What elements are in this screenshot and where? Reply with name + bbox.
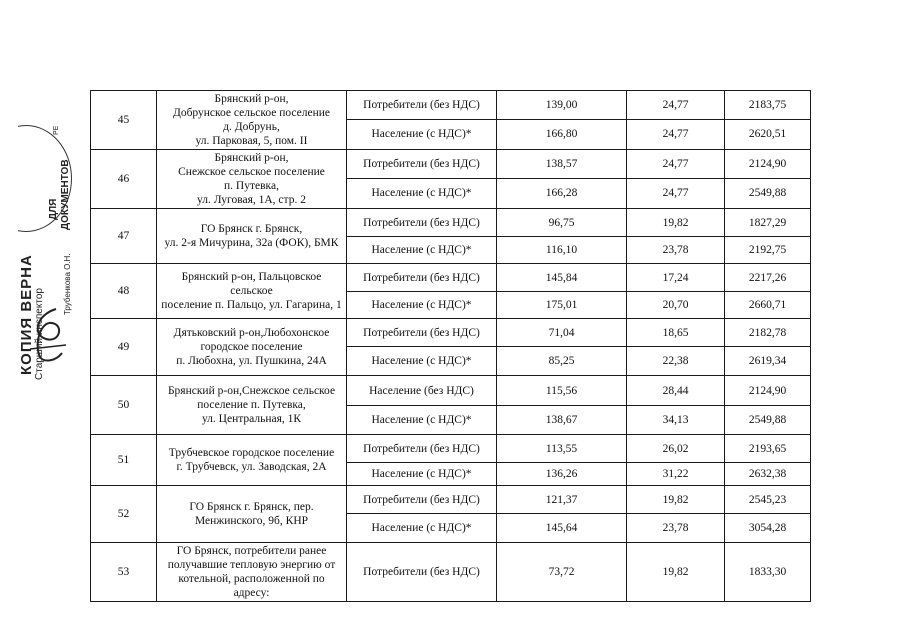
category-cell: Население (без НДС) bbox=[347, 376, 497, 406]
rate-cell: 19,82 bbox=[627, 209, 725, 237]
stamp-name-text: Трубенкова О.Н. bbox=[63, 253, 72, 315]
tariff-cell: 145,84 bbox=[497, 264, 627, 292]
row-number-cell: 45 bbox=[91, 91, 157, 150]
row-number-cell: 49 bbox=[91, 319, 157, 376]
tariff-cell: 145,64 bbox=[497, 514, 627, 543]
total-cell: 2192,75 bbox=[725, 237, 811, 264]
tariff-table-body bbox=[91, 91, 811, 602]
rate-cell: 24,77 bbox=[627, 91, 725, 120]
total-cell: 2549,88 bbox=[725, 178, 811, 208]
tariff-cell: 166,80 bbox=[497, 119, 627, 149]
address-cell: ГО Брянск, потребители ранее получавшие тепловую энергию от котельной, расположенной по адресу: bbox=[157, 543, 347, 602]
table-row bbox=[91, 435, 811, 463]
table-row bbox=[91, 486, 811, 514]
address-cell: Брянский р-он, Снежское сельское поселение п. Путевка, ул. Луговая, 1А, стр. 2 bbox=[157, 150, 347, 209]
category-cell: Потребители (без НДС) bbox=[347, 209, 497, 237]
tariff-table bbox=[90, 90, 811, 602]
category-cell: Население (с НДС)* bbox=[347, 347, 497, 376]
signature-icon bbox=[26, 305, 70, 365]
tariff-cell: 113,55 bbox=[497, 435, 627, 463]
address-cell: Трубчевское городское поселение г. Трубчевск, ул. Заводская, 2А bbox=[157, 435, 347, 486]
address-cell: Брянский р-он, Добрунское сельское поселение д. Добрунь, ул. Парковая, 5, пом. II bbox=[157, 91, 347, 150]
tariff-cell: 136,26 bbox=[497, 463, 627, 486]
rate-cell: 19,82 bbox=[627, 486, 725, 514]
rate-cell: 28,44 bbox=[627, 376, 725, 406]
stamp-top-text: РЕ bbox=[53, 125, 60, 135]
category-cell: Население (с НДС)* bbox=[347, 119, 497, 149]
row-number-cell: 52 bbox=[91, 486, 157, 543]
tariff-cell: 96,75 bbox=[497, 209, 627, 237]
rate-cell: 23,78 bbox=[627, 514, 725, 543]
tariff-cell: 139,00 bbox=[497, 91, 627, 120]
tariff-cell: 73,72 bbox=[497, 543, 627, 602]
row-number-cell: 51 bbox=[91, 435, 157, 486]
table-row bbox=[91, 319, 811, 347]
total-cell: 1833,30 bbox=[725, 543, 811, 602]
address-cell: ГО Брянск г. Брянск, пер. Менжинского, 9б, КНР bbox=[157, 486, 347, 543]
total-cell: 2193,65 bbox=[725, 435, 811, 463]
category-cell: Население (с НДС)* bbox=[347, 237, 497, 264]
rate-cell: 20,70 bbox=[627, 292, 725, 319]
total-cell: 2217,26 bbox=[725, 264, 811, 292]
row-number-cell: 50 bbox=[91, 376, 157, 435]
total-cell: 2182,78 bbox=[725, 319, 811, 347]
tariff-cell: 138,57 bbox=[497, 150, 627, 179]
category-cell: Потребители (без НДС) bbox=[347, 264, 497, 292]
tariff-cell: 115,56 bbox=[497, 376, 627, 406]
rate-cell: 24,77 bbox=[627, 150, 725, 179]
tariff-cell: 166,28 bbox=[497, 178, 627, 208]
total-cell: 2549,88 bbox=[725, 406, 811, 435]
rate-cell: 24,77 bbox=[627, 178, 725, 208]
total-cell: 2620,51 bbox=[725, 119, 811, 149]
stamp-documents-text: ДОКУМЕНТОВ bbox=[60, 159, 71, 230]
rate-cell: 22,38 bbox=[627, 347, 725, 376]
stamp-inspector-text: Старший инспектор bbox=[34, 288, 45, 380]
total-cell: 2124,90 bbox=[725, 376, 811, 406]
table-row bbox=[91, 264, 811, 292]
rate-cell: 26,02 bbox=[627, 435, 725, 463]
tariff-cell: 71,04 bbox=[497, 319, 627, 347]
tariff-cell: 85,25 bbox=[497, 347, 627, 376]
total-cell: 2183,75 bbox=[725, 91, 811, 120]
certification-stamp bbox=[18, 125, 78, 385]
category-cell: Потребители (без НДС) bbox=[347, 435, 497, 463]
total-cell: 2124,90 bbox=[725, 150, 811, 179]
address-cell: Брянский р-он,Снежское сельское поселение п. Путевка, ул. Центральная, 1К bbox=[157, 376, 347, 435]
tariff-cell: 116,10 bbox=[497, 237, 627, 264]
row-number-cell: 53 bbox=[91, 543, 157, 602]
table-row bbox=[91, 209, 811, 237]
category-cell: Население (с НДС)* bbox=[347, 292, 497, 319]
category-cell: Потребители (без НДС) bbox=[347, 486, 497, 514]
total-cell: 1827,29 bbox=[725, 209, 811, 237]
table-row bbox=[91, 150, 811, 179]
category-cell: Потребители (без НДС) bbox=[347, 150, 497, 179]
category-cell: Население (с НДС)* bbox=[347, 514, 497, 543]
tariff-cell: 138,67 bbox=[497, 406, 627, 435]
row-number-cell: 48 bbox=[91, 264, 157, 319]
row-number-cell: 47 bbox=[91, 209, 157, 264]
rate-cell: 34,13 bbox=[627, 406, 725, 435]
total-cell: 2545,23 bbox=[725, 486, 811, 514]
tariff-cell: 175,01 bbox=[497, 292, 627, 319]
category-cell: Потребители (без НДС) bbox=[347, 91, 497, 120]
address-cell: ГО Брянск г. Брянск, ул. 2-я Мичурина, 32а (ФОК), БМК bbox=[157, 209, 347, 264]
category-cell: Потребители (без НДС) bbox=[347, 543, 497, 602]
category-cell: Население (с НДС)* bbox=[347, 178, 497, 208]
tariff-cell: 121,37 bbox=[497, 486, 627, 514]
table-row bbox=[91, 376, 811, 406]
total-cell: 3054,28 bbox=[725, 514, 811, 543]
category-cell: Население (с НДС)* bbox=[347, 463, 497, 486]
total-cell: 2632,38 bbox=[725, 463, 811, 486]
rate-cell: 19,82 bbox=[627, 543, 725, 602]
table-row bbox=[91, 543, 811, 602]
total-cell: 2660,71 bbox=[725, 292, 811, 319]
category-cell: Население (с НДС)* bbox=[347, 406, 497, 435]
rate-cell: 24,77 bbox=[627, 119, 725, 149]
stamp-copy-verified-text: КОПИЯ ВЕРНА bbox=[18, 254, 35, 375]
total-cell: 2619,34 bbox=[725, 347, 811, 376]
category-cell: Потребители (без НДС) bbox=[347, 319, 497, 347]
rate-cell: 17,24 bbox=[627, 264, 725, 292]
rate-cell: 18,65 bbox=[627, 319, 725, 347]
table-row bbox=[91, 91, 811, 120]
row-number-cell: 46 bbox=[91, 150, 157, 209]
rate-cell: 23,78 bbox=[627, 237, 725, 264]
address-cell: Брянский р-он, Пальцовское сельское поселение п. Пальцо, ул. Гагарина, 1 bbox=[157, 264, 347, 319]
rate-cell: 31,22 bbox=[627, 463, 725, 486]
address-cell: Дятьковский р-он,Любохонское городское поселение п. Любохна, ул. Пушкина, 24А bbox=[157, 319, 347, 376]
stamp-for-text: ДЛЯ bbox=[48, 198, 59, 220]
